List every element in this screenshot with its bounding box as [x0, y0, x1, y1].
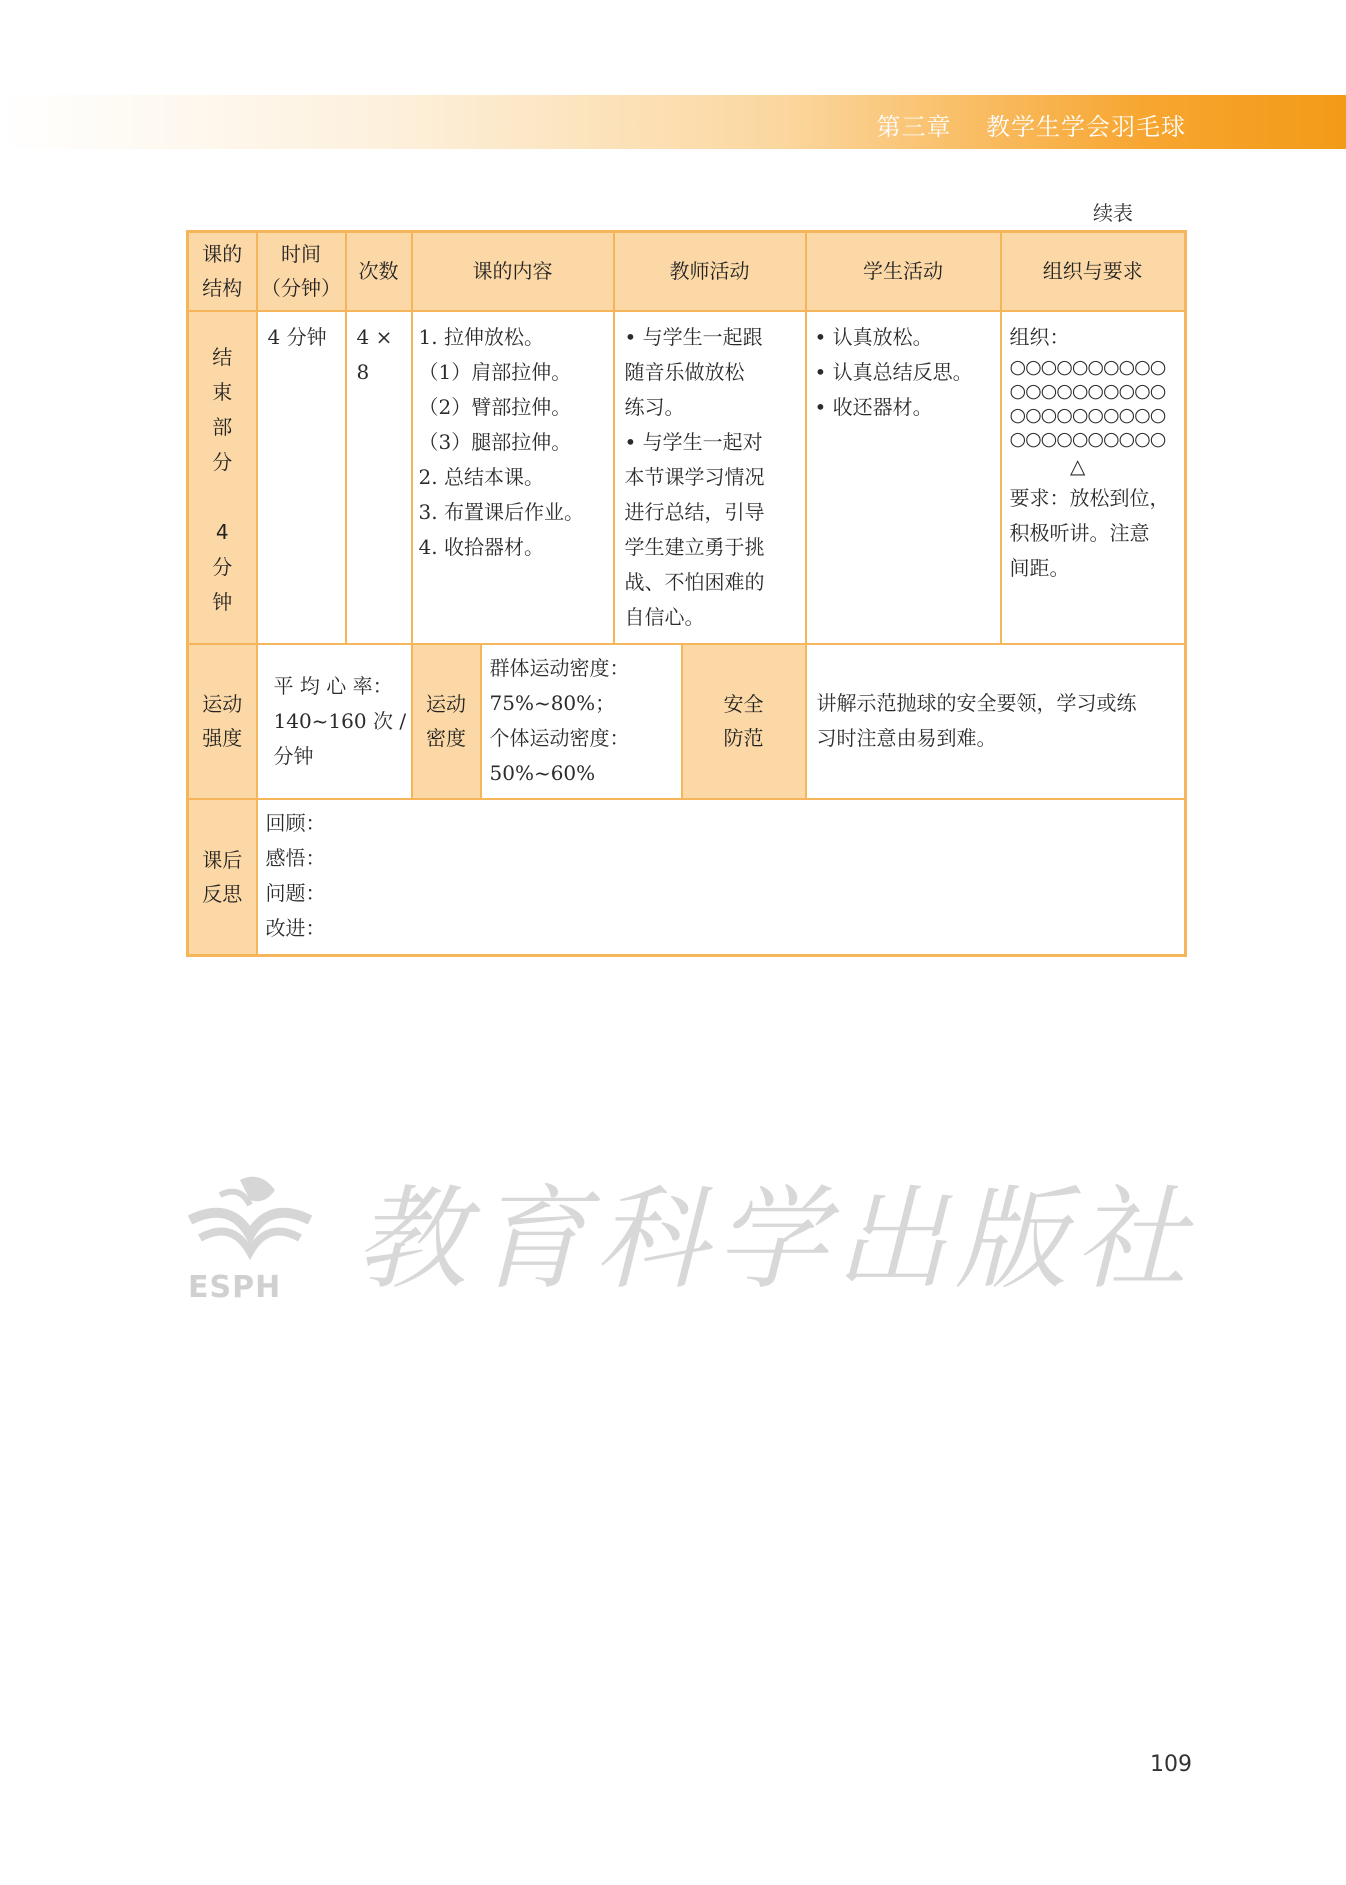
closing-organization: 组织： ○○○○○○○○○○ ○○○○○○○○○○ ○○○○○○○○○○ ○○○○○○○○○○ △ 要求：放松到位， 积极听讲。注意 间距。	[1001, 311, 1186, 644]
header-teacher: 教师活动	[614, 232, 806, 311]
formation-diagram: ○○○○○○○○○○ ○○○○○○○○○○ ○○○○○○○○○○ ○○○○○○○○○○	[1009, 355, 1166, 450]
table-header-row	[188, 232, 1186, 311]
publisher-logo-text: ESPH	[188, 1270, 282, 1305]
continued-label: 续表	[1093, 201, 1133, 225]
header-reps: 次数	[346, 232, 412, 311]
header-content: 课的内容	[412, 232, 614, 311]
density-label: 运动 密度	[412, 644, 481, 799]
intensity-label: 运动 强度	[188, 644, 257, 799]
lesson-plan-table	[186, 230, 1187, 957]
closing-student-activity: • 认真放松。 • 认真总结反思。 • 收还器材。	[806, 311, 1001, 644]
closing-content: 1. 拉伸放松。 （1）肩部拉伸。 （2）臂部拉伸。 （3）腿部拉伸。 2. 总结本课。 3. 布置课后作业。 4. 收拾器材。	[412, 311, 614, 644]
header-organization: 组织与要求	[1001, 232, 1186, 311]
reflection-row	[188, 799, 1186, 956]
closing-time: 4 分钟	[257, 311, 346, 644]
section-label-closing: 结 束 部 分 4 分 钟	[188, 311, 257, 644]
header-time: 时间 （分钟）	[257, 232, 346, 311]
closing-teacher-activity: • 与学生一起跟 随音乐做放松 练习。 • 与学生一起对 本节课学习情况 进行总结，引导 学生建立勇于挑 战、不怕困难的 自信心。	[614, 311, 806, 644]
publisher-watermark	[180, 1150, 1195, 1310]
reflection-label: 课后 反思	[188, 799, 257, 956]
page-number: 109	[1150, 1752, 1192, 1777]
density-value: 群体运动密度： 75%~80%； 个体运动密度： 50%~60%	[481, 644, 682, 799]
closing-section-row	[188, 311, 1186, 644]
closing-reps: 4 × 8	[346, 311, 412, 644]
safety-value: 讲解示范抛球的安全要领，学习或练 习时注意由易到难。	[806, 644, 1186, 799]
reflection-items: 回顾： 感悟： 问题： 改进：	[257, 799, 1186, 956]
teacher-position-symbol: △	[1070, 453, 1086, 478]
safety-label: 安全 防范	[682, 644, 806, 799]
header-student: 学生活动	[806, 232, 1001, 311]
intensity-value: 平 均 心 率： 140~160 次 / 分钟	[257, 644, 412, 799]
publisher-name: 教育科学出版社	[355, 1175, 1195, 1305]
intensity-row	[188, 644, 1186, 799]
chapter-title: 第三章 教学生学会羽毛球	[876, 113, 1186, 141]
header-structure: 课的 结构	[188, 232, 257, 311]
